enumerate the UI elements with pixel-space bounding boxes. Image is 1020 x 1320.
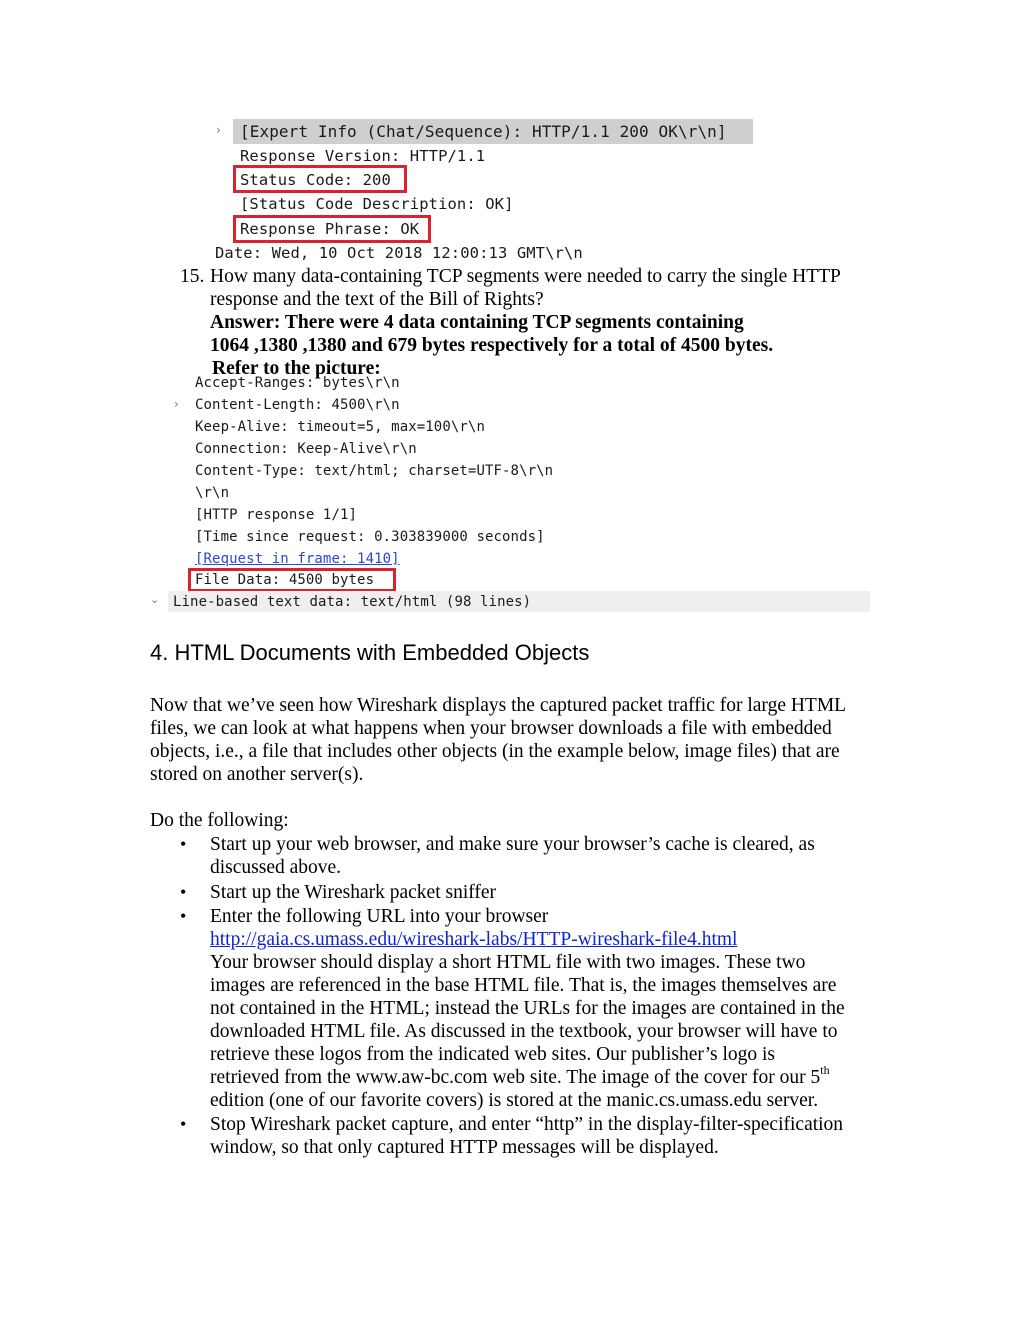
list-item-text: window, so that only captured HTTP messages will be displayed. (210, 1137, 719, 1158)
bullet-icon: • (180, 882, 187, 902)
http-response-row[interactable]: [HTTP response 1/1] (195, 507, 358, 523)
list-item-text: Start up your web browser, and make sure your browser’s cache is cleared, as (210, 834, 815, 855)
question-text-line-1: How many data-containing TCP segments were needed to carry the single HTTP (210, 266, 841, 287)
bullet-icon: • (180, 1114, 187, 1134)
status-code-row[interactable]: Status Code: 200 (240, 171, 391, 189)
list-item-text (210, 1062, 830, 1089)
list-item-text: Enter the following URL into your browser (210, 906, 549, 927)
list-item-text: Your browser should display a short HTML file with two images. These two (210, 952, 806, 973)
list-item-text: Start up the Wireshark packet sniffer (210, 882, 497, 903)
time-since-request-row[interactable]: [Time since request: 0.303839000 seconds] (195, 529, 545, 545)
expert-info-row[interactable]: [Expert Info (Chat/Sequence): HTTP/1.1 200 OK\r\n] (240, 122, 727, 141)
content-type-row[interactable]: Content-Type: text/html; charset=UTF-8\r\n (195, 463, 554, 479)
chevron-down-icon[interactable]: ⌄ (150, 593, 160, 606)
line-based-text-row[interactable]: Line-based text data: text/html (98 lines) (173, 594, 532, 610)
answer-line-3: Refer to the picture: (212, 358, 381, 379)
superscript-th: th (820, 1062, 830, 1077)
paragraph-line: Now that we’ve seen how Wireshark displays the captured packet traffic for large HTML (150, 695, 847, 716)
chevron-right-icon[interactable]: › (174, 397, 179, 411)
content-length-row[interactable]: Content-Length: 4500\r\n (195, 397, 400, 413)
accept-ranges-row[interactable]: Accept-Ranges: bytes\r\n (195, 375, 400, 391)
question-number: 15. (180, 266, 205, 287)
paragraph-line: files, we can look at what happens when your browser downloads a file with embedded (150, 718, 832, 739)
list-item-text: Stop Wireshark packet capture, and enter “http” in the display-filter-specification (210, 1114, 844, 1135)
bullet-icon: • (180, 834, 187, 854)
do-following-label: Do the following: (150, 810, 289, 831)
list-item-text-part: retrieved from the www.aw-bc.com web site. The image of the cover for our 5 (210, 1067, 821, 1088)
list-item-text: images are referenced in the base HTML file. That is, the images themselves are (210, 975, 837, 996)
chevron-right-icon[interactable]: › (216, 123, 221, 137)
wireshark-file4-url-link[interactable]: http://gaia.cs.umass.edu/wireshark-labs/HTTP-wireshark-file4.html (210, 929, 738, 950)
list-item-text: edition (one of our favorite covers) is stored at the manic.cs.umass.edu server. (210, 1090, 819, 1111)
crlf-row[interactable]: \r\n (195, 485, 230, 501)
list-item-text: downloaded HTML file. As discussed in the textbook, your browser will have to (210, 1021, 838, 1042)
status-code-description-row[interactable]: [Status Code Description: OK] (240, 195, 514, 213)
section-heading: 4. HTML Documents with Embedded Objects (150, 640, 590, 665)
answer-line-2: 1064 ,1380 ,1380 and 679 bytes respectively for a total of 4500 bytes. (210, 335, 774, 356)
answer-line-1: Answer: There were 4 data containing TCP segments containing (210, 312, 744, 333)
response-version-row[interactable]: Response Version: HTTP/1.1 (240, 147, 486, 165)
list-item-text: discussed above. (210, 857, 342, 878)
bullet-icon: • (180, 906, 187, 926)
paragraph-line: objects, i.e., a file that includes other objects (in the example below, image files) that are (150, 741, 840, 762)
paragraph-line: stored on another server(s). (150, 764, 364, 785)
connection-row[interactable]: Connection: Keep-Alive\r\n (195, 441, 417, 457)
file-data-row[interactable]: File Data: 4500 bytes (195, 572, 375, 588)
response-phrase-row[interactable]: Response Phrase: OK (240, 220, 420, 238)
list-item-text: not contained in the HTML; instead the URLs for the images are contained in the (210, 998, 845, 1019)
list-item-text: retrieve these logos from the indicated web sites. Our publisher’s logo is (210, 1044, 776, 1065)
question-text-line-2: response and the text of the Bill of Rights? (210, 289, 544, 310)
date-header-row[interactable]: Date: Wed, 10 Oct 2018 12:00:13 GMT\r\n (215, 244, 583, 262)
request-in-frame-link[interactable]: [Request in frame: 1410] (195, 551, 400, 567)
keep-alive-row[interactable]: Keep-Alive: timeout=5, max=100\r\n (195, 419, 485, 435)
